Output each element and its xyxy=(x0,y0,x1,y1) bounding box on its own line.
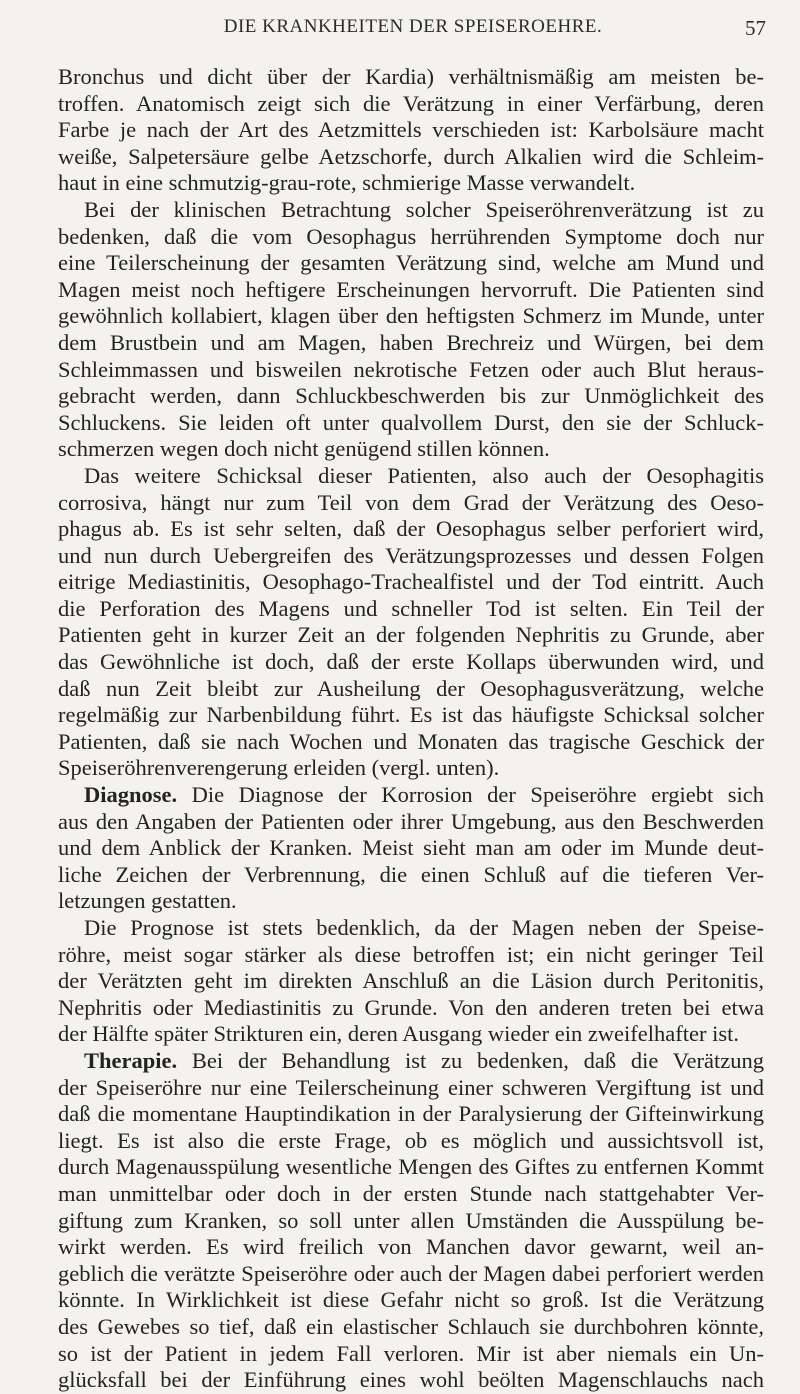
section-heading-therapie: Therapie. xyxy=(84,1047,178,1073)
text-line: der Speiseröhre nur eine Teilerscheinung einer schweren Vergiftung ist und xyxy=(58,1074,764,1100)
text-line: man unmittelbar oder doch in der ersten Stunde nach stattgehabter Ver- xyxy=(58,1180,764,1206)
text-line: liche Zeichen der Verbrennung, die einen Schluß auf die tieferen Ver- xyxy=(58,861,764,887)
text-line: letzungen gestatten. xyxy=(58,888,237,914)
text-line: das Gewöhnliche ist doch, daß der erste Kollaps überwunden wird, und xyxy=(58,649,764,675)
text-run: Bei der Behandlung ist zu bedenken, daß die Verätzung xyxy=(177,1047,764,1073)
text-line: aus den Angaben der Patienten oder ihrer Umgebung, aus den Beschwerden xyxy=(58,808,764,834)
text-line: Die Prognose ist stets bedenklich, da der Magen neben der Speise- xyxy=(84,915,764,940)
text-line: haut in eine schmutzig-grau-rote, schmierige Masse verwandelt. xyxy=(58,170,636,196)
text-line: schmerzen wegen doch nicht genügend stillen können. xyxy=(58,436,550,462)
text-line: troffen. Anatomisch zeigt sich die Verätzung in einer Verfärbung, deren xyxy=(58,90,764,116)
text-line: Schleimmassen und bisweilen nekrotische Fetzen oder auch Blut heraus- xyxy=(58,356,764,382)
text-line: daß die momentane Hauptindikation in der Paralysierung der Gifteinwirkung xyxy=(58,1101,764,1127)
text-line: daß nun Zeit bleibt zur Ausheilung der Oesophagusverätzung, welche xyxy=(58,675,764,701)
text-line: giftung zum Kranken, so soll unter allen Umständen die Ausspülung be- xyxy=(58,1207,764,1233)
text-line: bedenken, daß die vom Oesophagus herrührenden Symptome doch nur xyxy=(58,223,764,249)
text-line: Nephritis oder Mediastinitis zu Grunde. Von den anderen treten bei etwa xyxy=(58,994,764,1020)
text-line: der Verätzten geht im direkten Anschluß an die Läsion durch Peritonitis, xyxy=(58,968,764,994)
text-line: weiße, Salpetersäure gelbe Aetzschorfe, durch Alkalien wird die Schleim- xyxy=(58,143,764,169)
text-line: der Hälfte später Strikturen ein, deren Ausgang wieder ein zweifelhafter ist. xyxy=(58,1021,739,1047)
text-line xyxy=(58,782,764,809)
paragraph-kardia xyxy=(58,64,764,197)
text-line: Schluckens. Sie leiden oft unter qualvollem Durst, den sie der Schluck- xyxy=(58,409,764,435)
paragraph-therapie xyxy=(58,1048,764,1394)
text-line: geblich die verätzte Speiseröhre oder auch der Magen dabei perforiert werden xyxy=(58,1260,764,1286)
text-line: und nun durch Uebergreifen des Verätzungsprozesses und dessen Folgen xyxy=(58,542,764,568)
text-line: phagus ab. Es ist sehr selten, daß der Oesophagus selber perforiert wird, xyxy=(58,516,764,542)
text-line: gewöhnlich kollabiert, klagen über den heftigsten Schmerz im Munde, unter xyxy=(58,303,764,329)
text-line: Das weitere Schicksal dieser Patienten, also auch der Oesophagitis xyxy=(84,462,764,488)
text-line: Patienten geht in kurzer Zeit an der folgenden Nephritis zu Grunde, aber xyxy=(58,622,764,648)
text-line: Magen meist noch heftigere Erscheinungen hervorruft. Die Patienten sind xyxy=(58,276,764,302)
text-line: Bei der klinischen Betrachtung solcher Speiseröhrenverätzung ist zu xyxy=(84,196,764,222)
paragraph-schicksal xyxy=(58,463,764,782)
section-heading-diagnose: Diagnose. xyxy=(84,782,178,808)
body-text xyxy=(58,64,764,1394)
text-line: gebracht werden, dann Schluckbeschwerden bis zur Unmöglichkeit des xyxy=(58,383,764,409)
text-run: Die Diagnose der Korrosion der Speiseröhre ergiebt sich xyxy=(177,782,764,808)
page-header xyxy=(60,16,766,44)
text-line: und dem Anblick der Kranken. Meist sieht man am oder im Munde deut- xyxy=(58,835,764,861)
text-line: eitrige Mediastinitis, Oesophago-Trachealfistel und der Tod eintritt. Auch xyxy=(58,569,764,595)
text-line: eine Teilerscheinung der gesamten Verätzung sind, welche am Mund und xyxy=(58,250,764,276)
page-number: 57 xyxy=(745,16,766,40)
text-line: dem Brustbein und am Magen, haben Brechreiz und Würgen, bei dem xyxy=(58,329,764,355)
paragraph-klinische-betrachtung xyxy=(58,197,764,463)
text-line: könnte. In Wirklichkeit ist diese Gefahr nicht so groß. Ist die Verätzung xyxy=(58,1287,764,1313)
text-line: so ist der Patient in jedem Fall verloren. Mir ist aber niemals ein Un- xyxy=(58,1340,764,1366)
text-line: liegt. Es ist also die erste Frage, ob es möglich und aussichtsvoll ist, xyxy=(58,1127,764,1153)
text-line: Farbe je nach der Art des Aetzmittels verschieden ist: Karbolsäure macht xyxy=(58,117,764,143)
text-line: Patienten, daß sie nach Wochen und Monaten das tragische Geschick der xyxy=(58,728,764,754)
paragraph-prognose xyxy=(58,915,764,1048)
text-line: glücksfall bei der Einführung eines wohl beölten Magenschlauchs nach xyxy=(58,1367,764,1393)
text-line: Speiseröhrenverengerung erleiden (vergl. unten). xyxy=(58,755,500,781)
text-line: durch Magenausspülung wesentliche Mengen des Giftes zu entfernen Kommt xyxy=(58,1154,764,1180)
text-line xyxy=(58,1048,764,1075)
paragraph-diagnose xyxy=(58,782,764,915)
text-line: regelmäßig zur Narbenbildung führt. Es ist das häufigste Schicksal solcher xyxy=(58,702,764,728)
text-line: des Gewebes so tief, daß ein elastischer Schlauch sie durchbohren könnte, xyxy=(58,1313,764,1339)
text-line: wirkt werden. Es wird freilich von Manchen davor gewarnt, weil an- xyxy=(58,1234,764,1260)
text-line: corrosiva, hängt nur zum Teil von dem Grad der Verätzung des Oeso- xyxy=(58,489,764,515)
text-line: die Perforation des Magens und schneller Tod ist selten. Ein Teil der xyxy=(58,595,764,621)
text-line: röhre, meist sogar stärker als diese betroffen ist; ein nicht geringer Teil xyxy=(58,941,764,967)
text-line: Bronchus und dicht über der Kardia) verhältnismäßig am meisten be- xyxy=(58,64,764,89)
running-title: DIE KRANKHEITEN DER SPEISEROEHRE. xyxy=(223,16,603,37)
